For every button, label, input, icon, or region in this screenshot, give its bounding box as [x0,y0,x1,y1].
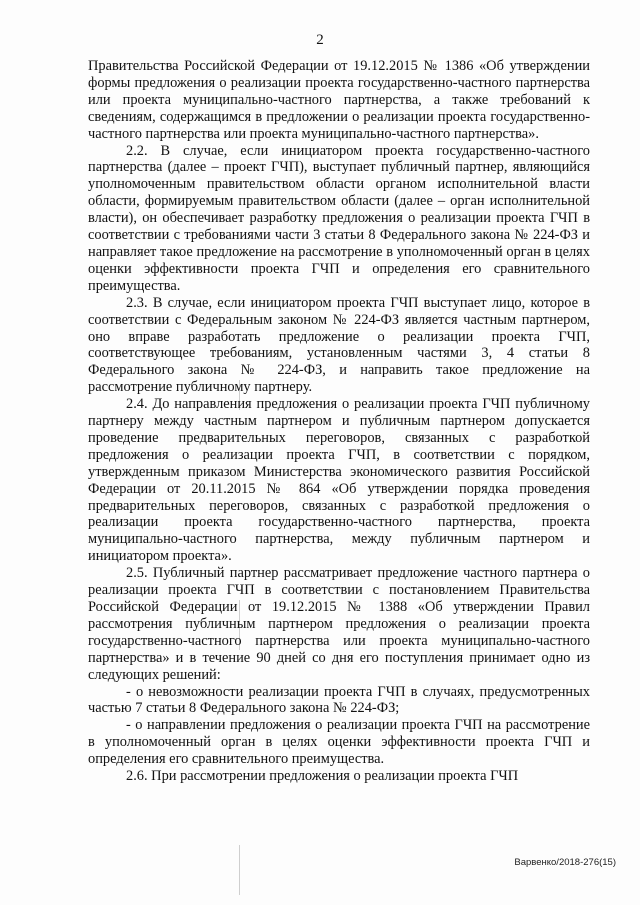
document-body [88,58,590,785]
document-reference-code: Варвенко/2018-276(15) [514,857,616,868]
list-item-referral: - о направлении предложения о реализации проекта ГЧП на рассмотрение в уполномоченный орган в целях оценки эффективности проекта ГЧП и определения его сравнительного преимущества. [88,717,590,768]
paragraph-2-3: 2.3. В случае, если инициатором проекта ГЧП выступает лицо, которое в соответствии с Федеральным законом № 224-ФЗ является частным партнером, оно вправе разработать предложение о реализации проекта ГЧП, соответствующее требованиям, установленным частями 3, 4 статьи 8 Федерального закона № 224-ФЗ, и направить такое предложение на рассмотрение публичному партнеру. [88,294,590,396]
paragraph-2-2: 2.2. В случае, если инициатором проекта государственно-частного партнерства (далее – проект ГЧП), выступает публичный партнер, являющийся уполномоченным правительством области органом исполнительной власти области, формируемым правительством области (далее – орган исполнительной власти), он обеспечивает разработку предложения о реализации проекта ГЧП в соответствии с требованиями части 3 статьи 8 Федерального закона № 224-ФЗ и направляет такое предложение на рассмотрение в уполномоченный орган в целях оценки эффективности проекта ГЧП и определения его сравнительного преимущества. [88,142,590,294]
paragraph-continuation: Правительства Российской Федерации от 19.12.2015 № 1386 «Об утверждении формы предложения о реализации проекта государственно-частного партнерства или проекта муниципально-частного партнерства, а также требований к сведениям, содержащимся в предложении о реализации проекта государственно-частного партнерства или проекта муниципально-частного партнерства». [88,58,590,142]
list-item-impossibility: - о невозможности реализации проекта ГЧП в случаях, предусмотренных частью 7 статьи 8 Федерального закона № 224-ФЗ; [88,683,590,717]
paragraph-2-6: 2.6. При рассмотрении предложения о реализации проекта ГЧП [126,768,519,785]
paragraph-2-4: 2.4. До направления предложения о реализации проекта ГЧП публичному партнеру между частным партнером и публичным партнером допускается проведение предварительных переговоров, связанных с разработкой предложения о реализации проекта ГЧП, в соответствии с порядком, утвержденным приказом Министерства экономического развития Российской Федерации от 20.11.2015 № 864 «Об утверждении порядка проведения предварительных переговоров, связанных с разработкой предложения о реализации проекта государственно-частного партнерства, проекта муниципально-частного партнерства, между публичным партнером и инициатором проекта». [88,396,590,565]
paragraph-2-5: 2.5. Публичный партнер рассматривает предложение частного партнера о реализации проекта ГЧП в соответствии с постановлением Правительства Российской Федерации от 19.12.2015 № 1388 «Об утверждении Правил рассмотрения публичным партнером предложения о реализации проекта государственно-частного партнерства или проекта муниципально-частного партнерства» и в течение 90 дней со дня его поступления принимает одно из следующих решений: [88,565,590,683]
page-number: 2 [316,32,324,48]
scan-artifact-line [239,845,240,895]
